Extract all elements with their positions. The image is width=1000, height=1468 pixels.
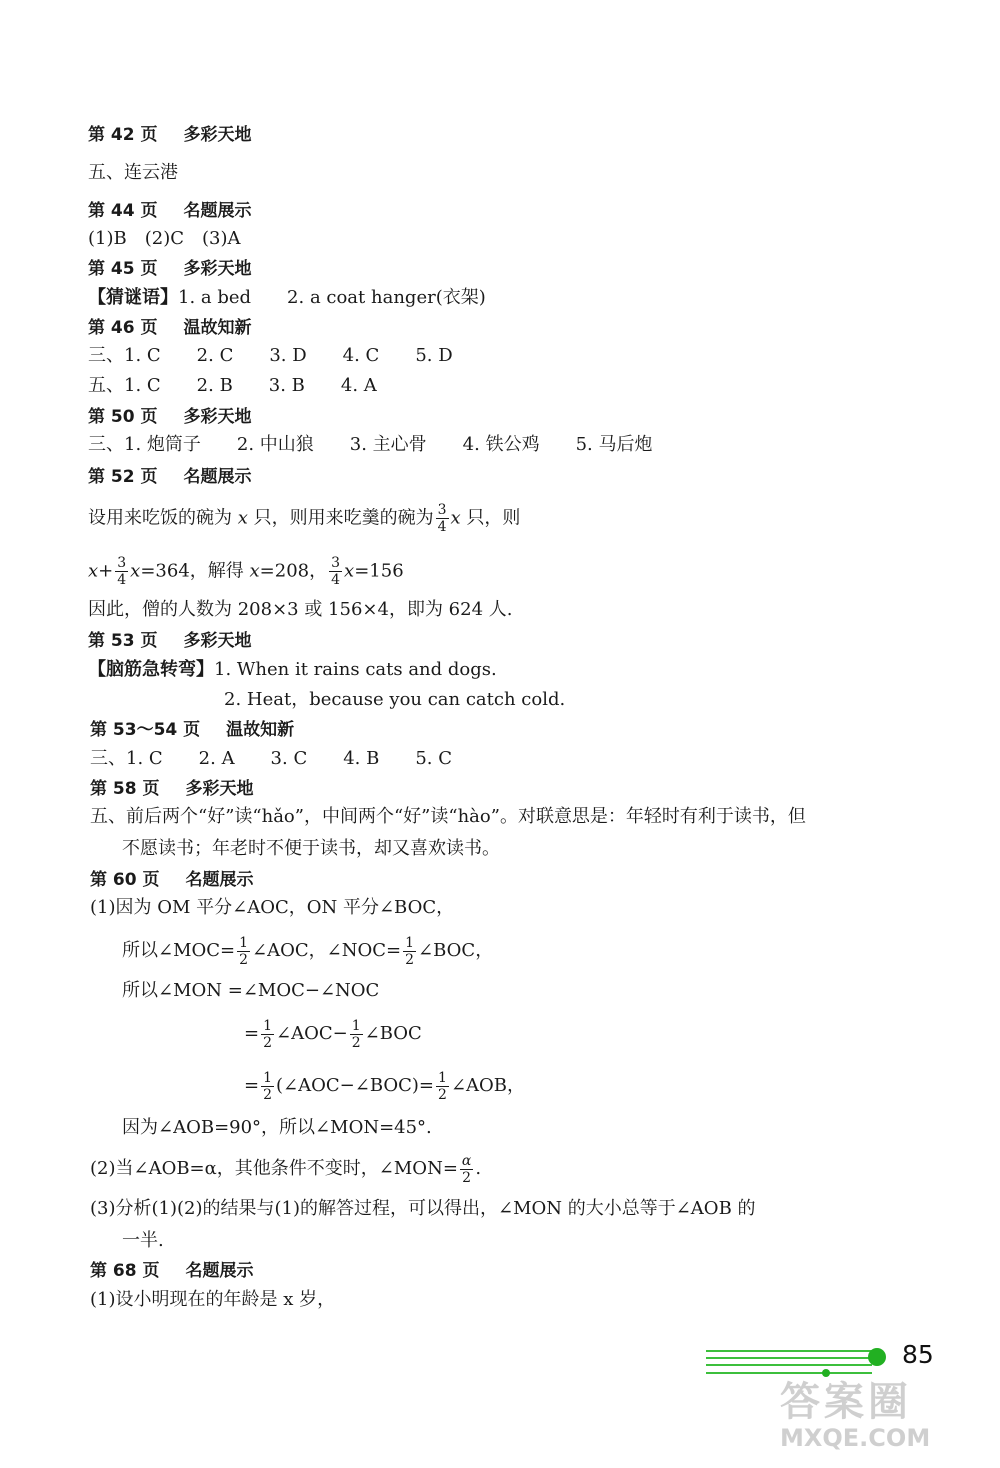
denominator: 4 xyxy=(437,519,447,535)
numerator: 3 xyxy=(331,555,341,571)
answer-line: 三、1. C 2. C 3. D 4. C 5. D xyxy=(88,345,453,366)
answer-line: 三、1. 炮筒子 2. 中山狼 3. 主心骨 4. 铁公鸡 5. 马后炮 xyxy=(88,434,653,455)
section-title: 多彩天地 xyxy=(183,259,252,279)
text: 只，则 xyxy=(466,507,521,529)
text: ∠AOB， xyxy=(450,1075,526,1096)
numerator: 1 xyxy=(351,1017,361,1034)
section-header-p53-54 xyxy=(90,718,294,742)
fraction xyxy=(329,555,342,588)
proof-line: (1)因为 OM 平分∠AOC，ON 平分∠BOC， xyxy=(90,897,455,918)
text: =364，解得 xyxy=(140,560,244,582)
numerator: 1 xyxy=(263,1017,273,1034)
numerator: 3 xyxy=(117,555,127,571)
answer-line: (1)B (2)C (3)A xyxy=(88,228,241,249)
denominator: 4 xyxy=(331,572,341,588)
proof-line: (3)分析(1)(2)的结果与(1)的解答过程，可以得出，∠MON 的大小总等于∠AOB 的 xyxy=(90,1198,756,1219)
proof-line xyxy=(244,1017,422,1051)
text: (2)当∠AOB=α，其他条件不变时，∠MON= xyxy=(90,1158,458,1179)
denominator: 2 xyxy=(239,951,249,968)
denominator: 2 xyxy=(405,951,415,968)
section-page: 第 50 页 xyxy=(88,407,158,427)
proof-line xyxy=(244,1069,525,1103)
answer-line: 五、连云港 xyxy=(88,162,178,183)
section-header-p45 xyxy=(88,257,252,281)
text: ∠BOC， xyxy=(418,940,494,961)
fraction xyxy=(261,1018,274,1051)
math-var: x xyxy=(130,560,141,582)
numerator: 1 xyxy=(263,1069,273,1086)
section-header-p42 xyxy=(88,123,252,147)
section-header-p52 xyxy=(88,465,252,489)
answer-line: 因此，僧的人数为 208×3 或 156×4，即为 624 人. xyxy=(88,599,513,620)
math-var: x xyxy=(450,507,461,529)
math-var: x xyxy=(88,560,99,582)
watermark-logo-text: 答案圈 xyxy=(780,1379,912,1425)
section-title: 名题展示 xyxy=(183,467,252,487)
numerator: 3 xyxy=(437,502,447,518)
section-title: 名题展示 xyxy=(185,1261,254,1281)
numerator: 1 xyxy=(438,1069,447,1086)
text: . xyxy=(475,1158,482,1179)
section-title: 温故知新 xyxy=(183,318,252,338)
fraction xyxy=(261,1070,274,1103)
fraction xyxy=(237,935,250,968)
text: =156 xyxy=(354,560,404,582)
section-page: 第 45 页 xyxy=(88,259,158,279)
section-page: 第 53～54 页 xyxy=(90,720,201,740)
operator: = xyxy=(244,1075,260,1096)
operator: = xyxy=(244,1023,260,1044)
proof-line: 因为∠AOB=90°，所以∠MON=45°. xyxy=(122,1117,432,1138)
section-page: 第 46 页 xyxy=(88,318,158,338)
answer-line: 不愿读书；年老时不便于读书，却又喜欢读书。 xyxy=(122,838,500,859)
answer-line: 五、前后两个“好”读“hǎo”，中间两个“好”读“hào”。对联意思是：年轻时有利于读书，但 xyxy=(90,806,806,827)
section-header-p68 xyxy=(90,1259,254,1283)
riddle-tag: 【猜谜语】 xyxy=(88,287,178,308)
text: ∠AOC− xyxy=(276,1023,348,1044)
equation-line xyxy=(88,502,520,535)
brainteaser-answer: 1. When it rains cats and dogs. xyxy=(214,659,497,680)
section-page: 第 53 页 xyxy=(88,631,158,651)
answer-line: (1)设小明现在的年龄是 x 岁， xyxy=(90,1289,336,1310)
section-header-p50 xyxy=(88,405,252,429)
answer-line xyxy=(88,286,486,310)
text: ∠AOC，∠NOC= xyxy=(252,940,402,961)
watermark xyxy=(780,1380,930,1452)
text: 所以∠MOC= xyxy=(122,940,236,961)
denominator: 2 xyxy=(462,1169,472,1186)
denominator: 2 xyxy=(263,1086,273,1103)
denominator: 2 xyxy=(351,1034,361,1051)
answer-line: 五、1. C 2. B 3. B 4. A xyxy=(88,375,377,396)
math-var: x xyxy=(237,507,248,529)
numerator: α xyxy=(461,1152,472,1169)
section-title: 名题展示 xyxy=(183,201,252,221)
answer-line: 三、1. C 2. A 3. C 4. B 5. C xyxy=(90,748,453,769)
section-header-p60 xyxy=(90,868,254,892)
section-title: 多彩天地 xyxy=(185,779,254,799)
section-page: 第 42 页 xyxy=(88,125,158,145)
text: ∠BOC xyxy=(364,1023,422,1044)
denominator: 4 xyxy=(117,572,127,588)
fraction xyxy=(436,502,449,535)
fraction xyxy=(436,1070,449,1103)
denominator: 2 xyxy=(438,1086,447,1103)
text: 设用来吃饭的碗为 xyxy=(88,507,232,529)
section-page: 第 68 页 xyxy=(90,1261,160,1281)
equation-line xyxy=(88,555,404,588)
section-header-p44 xyxy=(88,199,252,223)
section-title: 多彩天地 xyxy=(183,407,252,427)
answer-line: 2. Heat，because you can catch cold. xyxy=(224,689,566,710)
section-page: 第 60 页 xyxy=(90,870,160,890)
riddle-answer: 1. a bed 2. a coat hanger(衣架) xyxy=(178,287,486,308)
text: =208， xyxy=(259,560,328,582)
numerator: 1 xyxy=(405,934,415,951)
section-page: 第 52 页 xyxy=(88,467,158,487)
section-title: 多彩天地 xyxy=(183,125,252,145)
section-header-p53 xyxy=(88,629,252,653)
brainteaser-tag: 【脑筋急转弯】 xyxy=(88,659,214,680)
fraction xyxy=(460,1153,473,1186)
section-header-p46 xyxy=(88,316,252,340)
section-title: 名题展示 xyxy=(185,870,254,890)
text: 只，则用来吃羹的碗为 xyxy=(253,507,434,529)
page-number: 85 xyxy=(902,1340,934,1369)
proof-line xyxy=(90,1152,481,1186)
proof-line: 所以∠MON =∠MOC−∠NOC xyxy=(122,980,380,1001)
proof-line: 一半. xyxy=(122,1230,164,1251)
operator: + xyxy=(98,560,114,582)
answer-line xyxy=(88,658,497,682)
math-var: x xyxy=(344,560,355,582)
watermark-url: MXQE.COM xyxy=(780,1424,931,1452)
section-page: 第 44 页 xyxy=(88,201,158,221)
section-title: 多彩天地 xyxy=(183,631,252,651)
fraction xyxy=(403,935,416,968)
proof-line xyxy=(122,934,493,968)
numerator: 1 xyxy=(239,934,249,951)
fraction xyxy=(350,1018,363,1051)
math-var: x xyxy=(249,560,260,582)
fraction xyxy=(115,555,128,588)
denominator: 2 xyxy=(263,1034,273,1051)
section-header-p58 xyxy=(90,777,254,801)
text: (∠AOC−∠BOC)= xyxy=(276,1075,435,1096)
section-page: 第 58 页 xyxy=(90,779,160,799)
section-title: 温故知新 xyxy=(226,720,295,740)
